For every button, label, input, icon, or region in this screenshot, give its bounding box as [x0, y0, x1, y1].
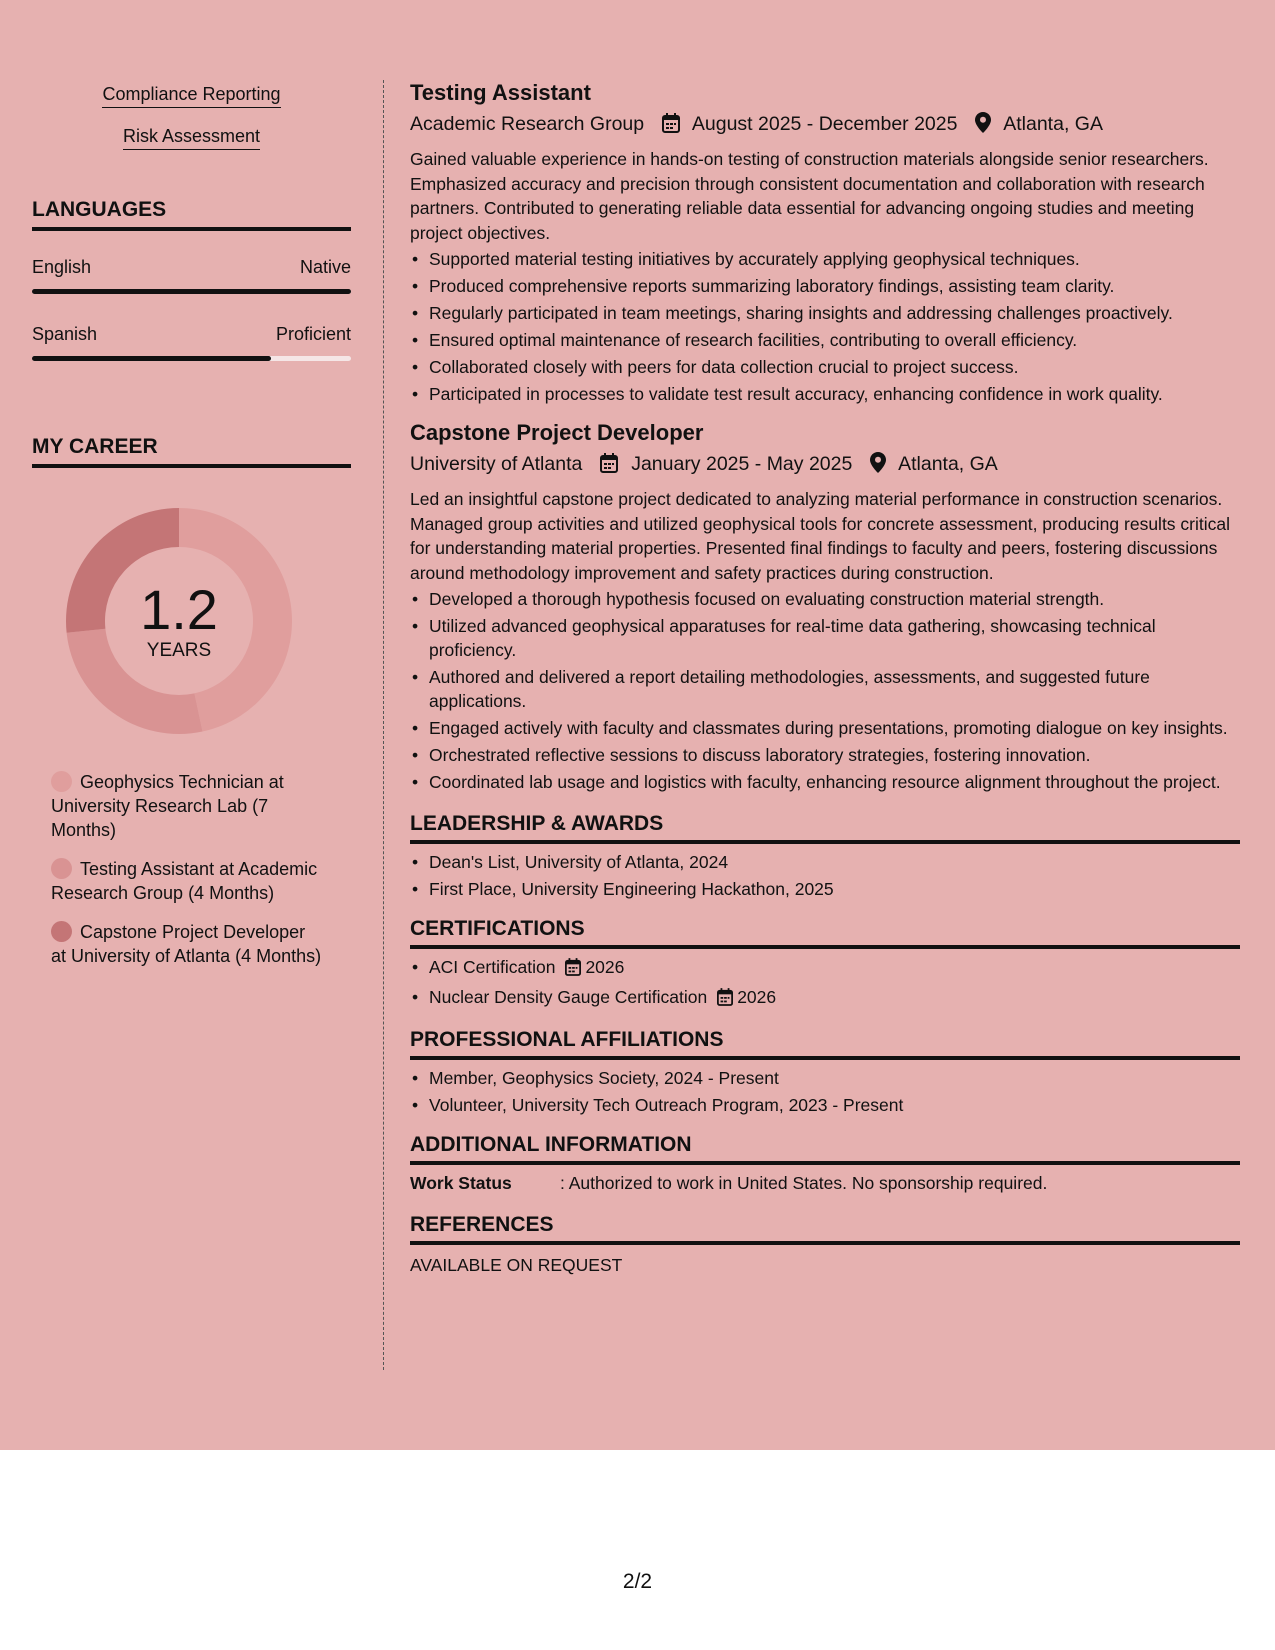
job-meta — [410, 450, 1240, 481]
job-company: Academic Research Group — [410, 113, 645, 135]
legend-dot — [51, 858, 72, 879]
job-bullet: • Regularly participated in team meetings, sharing insights and addressing challenges proactively. — [410, 301, 1240, 325]
job-dates: August 2025 - December 2025 — [691, 113, 958, 135]
job-bullet: • Developed a thorough hypothesis focused on evaluating construction material strength. — [410, 587, 1240, 611]
legend-item — [51, 770, 322, 842]
affiliation-item: • Volunteer, University Tech Outreach Program, 2023 - Present — [410, 1093, 1240, 1117]
calendar-icon — [717, 988, 733, 1012]
job-bullet: • Coordinated lab usage and logistics with faculty, enhancing resource alignment throughout the project. — [410, 770, 1240, 794]
certification-year: 2026 — [585, 957, 625, 977]
job-bullets — [410, 247, 1240, 406]
job-bullet: • Orchestrated reflective sessions to discuss laboratory strategies, fostering innovation. — [410, 743, 1240, 767]
job-title: Testing Assistant — [410, 80, 591, 105]
main-column — [410, 78, 1240, 1276]
location-pin-icon — [975, 112, 991, 141]
language-bar-english — [32, 289, 351, 294]
calendar-icon — [600, 453, 618, 481]
additional-info-heading: ADDITIONAL INFORMATION — [410, 1133, 1240, 1165]
skills-list — [32, 84, 351, 168]
career-unit: YEARS — [146, 640, 212, 661]
career-section — [32, 435, 351, 968]
references-text: AVAILABLE ON REQUEST — [410, 1255, 623, 1275]
certification-item — [410, 955, 1240, 982]
job-company: University of Atlanta — [410, 453, 583, 475]
work-status-row — [410, 1171, 1240, 1195]
legend-dot — [51, 921, 72, 942]
language-level: Native — [299, 257, 351, 277]
career-legend — [32, 770, 322, 968]
legend-item — [51, 920, 322, 968]
language-bar-spanish — [32, 356, 351, 361]
affiliations-list — [410, 1066, 1240, 1117]
language-name: Spanish — [32, 324, 98, 344]
certification-item — [410, 985, 1240, 1012]
language-name: English — [32, 257, 92, 277]
job-description: Gained valuable experience in hands-on testing of construction materials alongside senior researchers. Emphasized accuracy and precision through consistent documentation and collaboration with research partners. Contributed to generating reliable data essential for advancing ongoing studies and meeting project objectives. — [410, 149, 1209, 243]
job-bullets — [410, 587, 1240, 794]
job-description: Led an insightful capstone project dedicated to analyzing material performance in construction scenarios. Managed group activities and utilized geophysical tools for concrete assessment, producing results critical for understanding material properties. Presented final findings to faculty and peers, fostering discussions around methodology improvement and safety practices during construction. — [410, 489, 1231, 583]
affiliation-item: • Member, Geophysics Society, 2024 - Present — [410, 1066, 1240, 1090]
career-heading: MY CAREER — [32, 435, 351, 468]
languages-heading: LANGUAGES — [32, 198, 351, 231]
awards-list — [410, 850, 1240, 901]
awards-heading: LEADERSHIP & AWARDS — [410, 812, 1240, 844]
language-spanish — [32, 324, 351, 345]
job-bullet: • Utilized advanced geophysical apparatuses for real-time data gathering, showcasing technical proficiency. — [410, 614, 1240, 662]
award-item: • First Place, University Engineering Hackathon, 2025 — [410, 877, 1240, 901]
certification-year: 2026 — [737, 987, 777, 1007]
job-location: Atlanta, GA — [898, 453, 998, 475]
legend-label: Geophysics Technician at University Research Lab (7 Months) — [51, 772, 284, 840]
job-bullet: • Engaged actively with faculty and classmates during presentations, promoting dialogue on key insights. — [410, 716, 1240, 740]
page-number: 2/2 — [622, 1570, 653, 1593]
job-bullet: • Participated in processes to validate test result accuracy, enhancing confidence in work quality. — [410, 382, 1240, 406]
job-entry — [410, 78, 1240, 406]
certification-name: Nuclear Density Gauge Certification — [429, 987, 708, 1007]
skill-risk-assessment[interactable]: Risk Assessment — [123, 126, 260, 150]
language-english — [32, 257, 351, 278]
career-donut-chart — [66, 508, 292, 734]
legend-dot — [51, 771, 72, 792]
award-item: • Dean's List, University of Atlanta, 2024 — [410, 850, 1240, 874]
language-level: Proficient — [275, 324, 351, 344]
job-location: Atlanta, GA — [1003, 113, 1103, 135]
job-dates: January 2025 - May 2025 — [631, 453, 853, 475]
job-bullet: • Collaborated closely with peers for data collection crucial to project success. — [410, 355, 1240, 379]
job-title: Capstone Project Developer — [410, 420, 704, 445]
work-status-label: Work Status — [410, 1173, 512, 1193]
legend-item — [51, 857, 322, 905]
certifications-heading: CERTIFICATIONS — [410, 917, 1240, 949]
certification-name: ACI Certification — [429, 957, 556, 977]
job-bullet: • Authored and delivered a report detailing methodologies, assessments, and suggested future applications. — [410, 665, 1240, 713]
job-meta — [410, 110, 1240, 141]
column-divider — [383, 80, 384, 1370]
certifications-list — [410, 955, 1240, 1012]
skill-compliance-reporting[interactable]: Compliance Reporting — [102, 84, 280, 108]
career-total-years: 1.2 — [140, 578, 218, 641]
calendar-icon — [662, 113, 680, 141]
work-status-value: : Authorized to work in United States. No sponsorship required. — [560, 1173, 1048, 1193]
calendar-icon — [565, 958, 581, 982]
legend-label: Testing Assistant at Academic Research Group (4 Months) — [51, 859, 318, 903]
job-bullet: • Ensured optimal maintenance of research facilities, contributing to overall efficiency. — [410, 328, 1240, 352]
language-bar-fill — [32, 289, 351, 294]
affiliations-heading: PROFESSIONAL AFFILIATIONS — [410, 1028, 1240, 1060]
sidebar — [32, 84, 351, 983]
languages-section — [32, 198, 351, 361]
job-bullet: • Supported material testing initiatives by accurately applying geophysical techniques. — [410, 247, 1240, 271]
job-entry — [410, 418, 1240, 794]
location-pin-icon — [870, 452, 886, 481]
references-heading: REFERENCES — [410, 1213, 1240, 1245]
legend-label: Capstone Project Developer at University of Atlanta (4 Months) — [51, 922, 322, 966]
job-bullet: • Produced comprehensive reports summarizing laboratory findings, assisting team clarity. — [410, 274, 1240, 298]
donut-center — [66, 508, 292, 734]
language-bar-fill — [32, 356, 271, 361]
